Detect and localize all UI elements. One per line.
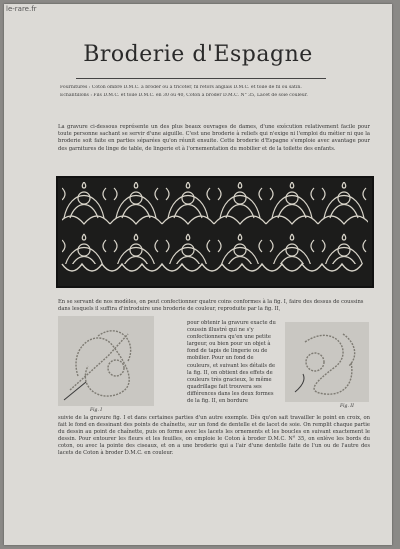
watermark: le-rare.fr [6, 5, 37, 13]
figure-right [285, 322, 369, 402]
body-paragraph-top: En se servant de nos modèles, on peut confectionner quatre coins conformes à la fig. I, faire des dessus de coussins dans lesquels il suffira d'introduire une broderie de couleur, reproduite par la fig. II, [58, 299, 364, 313]
title-rule [76, 78, 326, 79]
figure-left [58, 316, 154, 406]
document-title: Broderie d'Espagne [83, 42, 313, 67]
fig-left-label: Fig. I [90, 408, 103, 413]
subtitle-line-1: Fournitures : Coton ombré D.M.C. à broder ou à tricoter, fil retors anglais D.M.C. et toile de fil ou satin. [60, 85, 302, 90]
body-paragraph-bottom: suivie de la gravure fig. I et dans certaines parties d'un autre exemple. Dès qu'on sait travailler le point en croix, on fait le fond en dessinant des points de chaînette, sur un fond de dentelle et de lacet de soie. On remplit chaque partie du dessin au point de chaînette, puis on forme avec les lacets les ornements et les boucles en suivant exactement le dessin. Pour entourer les fleurs et les feuilles, on emploie le Coton à broder D.M.C. N° 35, on enlève les bords du coton, ou avec la pointe des ciseaux, et on a une broderie qui a l'air d'une dentelle faite de l'un ou de l'autre des lacets de Coton à broder D.M.C. en couleur. [58, 415, 370, 457]
intro-paragraph: La gravure ci-dessous représente un des plus beaux ouvrages de dames, d'une exécution relativement facile pour toute personne sachant se servir d'une aiguille. C'est une broderie à reliefs qui n'exige ni l'emploi du métier ni que la broderie soit faite en parties séparées qu'on réunit ensuite. Cette broderie d'Espagne s'emploie avec avantage pour des garnitures de linge de table, de lingerie et à l'ornementation du mobilier et de la toilette des enfants. [58, 124, 370, 152]
body-paragraph-middle: pour obtenir la gravure exacte du coussin illustré qui ne s'y confectionnera qu'en une petite largeur, ou bien pour un objet à fond de tapis de lingerie ou de mobilier. Pour un fond de couleurs, et suivant les détails de la fig. II, on obtient des effets de couleurs très gracieux, le même quadrillage fait trouvera ses différences dans les deux formes de la fig. II, en bordure [187, 320, 276, 405]
embroidery-fig-1-svg [58, 316, 154, 406]
embroidery-fig-2-svg [285, 322, 369, 402]
lace-pattern-svg [58, 178, 372, 286]
lace-illustration [56, 176, 374, 288]
document-page [4, 4, 392, 545]
fig-right-label: Fig. II [340, 404, 354, 409]
subtitle-line-2: Échantillons : Fils D.M.C. et toile D.M.C. en 30 ou 40, Coton à broder D.M.C. N° 35, Lacet de soie couleur. [60, 93, 308, 98]
